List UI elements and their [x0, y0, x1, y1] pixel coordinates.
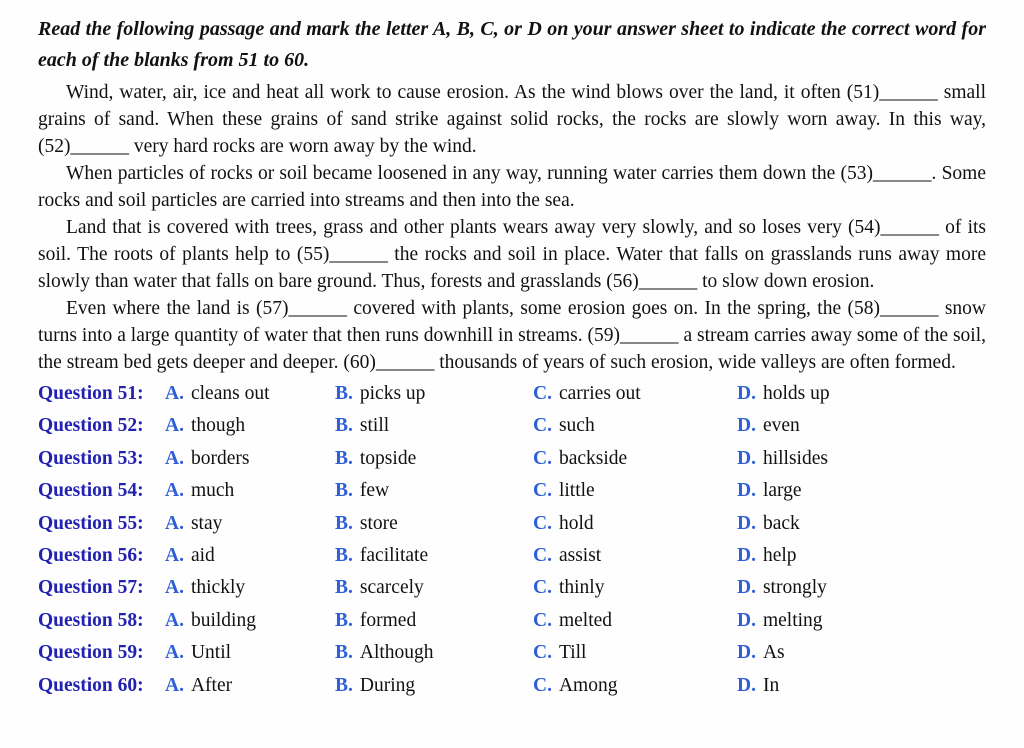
option-text: backside — [558, 447, 628, 469]
option-text: melted — [558, 609, 613, 631]
option-a — [165, 513, 335, 535]
option-text: facilitate — [359, 544, 429, 566]
option-d — [737, 577, 986, 599]
option-letter: D. — [737, 480, 756, 502]
option-b — [335, 642, 533, 664]
option-letter: D. — [737, 642, 756, 664]
option-letter: C. — [533, 447, 552, 469]
option-c — [533, 415, 737, 437]
question-number: Question 54: — [38, 480, 144, 502]
option-text: even — [762, 415, 800, 437]
option-text: scarcely — [359, 577, 424, 599]
passage-paragraph: Wind, water, air, ice and heat all work to cause erosion. As the wind blows over the land, it often (51)______ small grains of sand. When these grains of sand strike against solid rocks, the rocks are slowly worn away. In this way, (52)______ very hard rocks are worn away by the wind. — [38, 82, 986, 157]
option-text: such — [558, 415, 595, 437]
option-b — [335, 577, 533, 599]
option-text: building — [190, 609, 256, 631]
question-number: Question 51: — [38, 383, 144, 404]
option-letter: A. — [165, 480, 184, 502]
option-text: cleans out — [190, 383, 270, 404]
option-letter: D. — [737, 609, 756, 631]
option-letter: D. — [737, 447, 756, 469]
questions-list — [38, 383, 986, 707]
option-b — [335, 545, 533, 567]
option-text: topside — [359, 447, 417, 469]
question-row — [38, 415, 986, 447]
option-text: Until — [190, 642, 232, 664]
option-text: store — [359, 512, 398, 534]
option-text: back — [762, 512, 800, 534]
question-number: Question 56: — [38, 544, 144, 566]
option-text: As — [762, 642, 785, 664]
option-c — [533, 610, 737, 632]
question-row — [38, 480, 986, 512]
option-letter: C. — [533, 544, 552, 566]
option-letter: D. — [737, 544, 756, 566]
question-number: Question 57: — [38, 577, 144, 599]
option-c — [533, 448, 737, 470]
option-text: few — [359, 480, 390, 502]
option-letter: C. — [533, 415, 552, 437]
question-row — [38, 545, 986, 577]
option-a — [165, 448, 335, 470]
option-letter: B. — [335, 674, 353, 696]
option-a — [165, 383, 335, 405]
option-text: Among — [558, 674, 618, 696]
option-text: still — [359, 415, 390, 437]
option-a — [165, 577, 335, 599]
option-c — [533, 577, 737, 599]
option-letter: B. — [335, 609, 353, 631]
question-row — [38, 448, 986, 480]
option-letter: B. — [335, 480, 353, 502]
option-text: In — [762, 674, 780, 696]
passage-paragraph: When particles of rocks or soil became loosened in any way, running water carries them down the (53)______. Some rocks and soil particles are carried into streams and then into the sea. — [38, 163, 986, 211]
option-c — [533, 642, 737, 664]
option-letter: A. — [165, 383, 184, 404]
option-letter: D. — [737, 512, 756, 534]
option-letter: D. — [737, 674, 756, 696]
option-text: formed — [359, 609, 417, 631]
option-letter: B. — [335, 577, 353, 599]
question-row — [38, 577, 986, 609]
option-letter: A. — [165, 674, 184, 696]
option-c — [533, 513, 737, 535]
option-letter: C. — [533, 577, 552, 599]
option-d — [737, 448, 986, 470]
option-a — [165, 675, 335, 697]
option-a — [165, 480, 335, 502]
option-d — [737, 415, 986, 437]
option-text: help — [762, 544, 797, 566]
option-text: large — [762, 480, 802, 502]
option-text: hold — [558, 512, 594, 534]
option-letter: A. — [165, 544, 184, 566]
option-text: holds up — [762, 383, 830, 404]
option-c — [533, 383, 737, 405]
option-letter: D. — [737, 383, 756, 404]
option-d — [737, 480, 986, 502]
option-text: thickly — [190, 577, 246, 599]
option-text: aid — [190, 544, 215, 566]
option-letter: D. — [737, 415, 756, 437]
option-a — [165, 415, 335, 437]
passage-paragraph: Even where the land is (57)______ covered with plants, some erosion goes on. In the spring, the (58)______ snow turns into a large quantity of water that then runs downhill in streams. (59)______ a stream carries away some of the soil, the stream bed gets deeper and deeper. (60)______ thousands of years of such erosion, wide valleys are often formed. — [38, 298, 986, 373]
option-text: melting — [762, 609, 823, 631]
question-number: Question 59: — [38, 642, 144, 664]
option-text: strongly — [762, 577, 827, 599]
passage — [38, 79, 986, 376]
question-number: Question 60: — [38, 674, 144, 696]
option-text: much — [190, 480, 235, 502]
option-letter: A. — [165, 447, 184, 469]
option-d — [737, 513, 986, 535]
question-row — [38, 513, 986, 545]
option-text: little — [558, 480, 595, 502]
option-b — [335, 480, 533, 502]
option-text: picks up — [359, 383, 426, 404]
option-letter: C. — [533, 383, 552, 404]
option-d — [737, 610, 986, 632]
instructions-text: Read the following passage and mark the letter A, B, C, or D on your answer sheet to indicate the correct word for each of the blanks from 51 to 60. — [38, 18, 986, 71]
option-letter: B. — [335, 415, 353, 437]
question-number: Question 55: — [38, 512, 144, 534]
option-letter: D. — [737, 577, 756, 599]
option-a — [165, 642, 335, 664]
option-c — [533, 480, 737, 502]
option-letter: B. — [335, 383, 353, 404]
option-text: After — [190, 674, 233, 696]
option-d — [737, 675, 986, 697]
option-letter: A. — [165, 415, 184, 437]
option-b — [335, 383, 533, 405]
option-b — [335, 675, 533, 697]
option-c — [533, 675, 737, 697]
option-letter: C. — [533, 609, 552, 631]
passage-paragraph: Land that is covered with trees, grass and other plants wears away very slowly, and so loses very (54)______ of its soil. The roots of plants help to (55)______ the rocks and soil in place. Water that falls on grasslands runs away more slowly than water that falls on bare ground. Thus, forests and grasslands (56)______ to slow down erosion. — [38, 217, 986, 292]
option-text: thinly — [558, 577, 605, 599]
option-letter: C. — [533, 674, 552, 696]
question-number: Question 58: — [38, 609, 144, 631]
option-text: stay — [190, 512, 223, 534]
option-letter: B. — [335, 512, 353, 534]
option-b — [335, 448, 533, 470]
option-d — [737, 383, 986, 405]
option-d — [737, 545, 986, 567]
option-letter: A. — [165, 642, 184, 664]
option-a — [165, 610, 335, 632]
option-letter: C. — [533, 642, 552, 664]
option-text: Till — [558, 642, 587, 664]
option-d — [737, 642, 986, 664]
option-a — [165, 545, 335, 567]
question-number: Question 53: — [38, 447, 144, 469]
option-letter: C. — [533, 512, 552, 534]
option-text: Although — [359, 642, 434, 664]
question-number: Question 52: — [38, 415, 144, 437]
option-letter: A. — [165, 512, 184, 534]
option-text: carries out — [558, 383, 641, 404]
option-letter: C. — [533, 480, 552, 502]
option-b — [335, 415, 533, 437]
option-b — [335, 513, 533, 535]
question-row — [38, 675, 986, 707]
option-text: assist — [558, 544, 602, 566]
option-text: borders — [190, 447, 250, 469]
option-letter: B. — [335, 642, 353, 664]
question-row — [38, 383, 986, 415]
option-text: hillsides — [762, 447, 828, 469]
question-row — [38, 642, 986, 674]
option-b — [335, 610, 533, 632]
option-text: During — [359, 674, 416, 696]
option-text: though — [190, 415, 246, 437]
question-row — [38, 610, 986, 642]
option-letter: A. — [165, 577, 184, 599]
option-letter: B. — [335, 544, 353, 566]
option-letter: A. — [165, 609, 184, 631]
option-c — [533, 545, 737, 567]
option-letter: B. — [335, 447, 353, 469]
